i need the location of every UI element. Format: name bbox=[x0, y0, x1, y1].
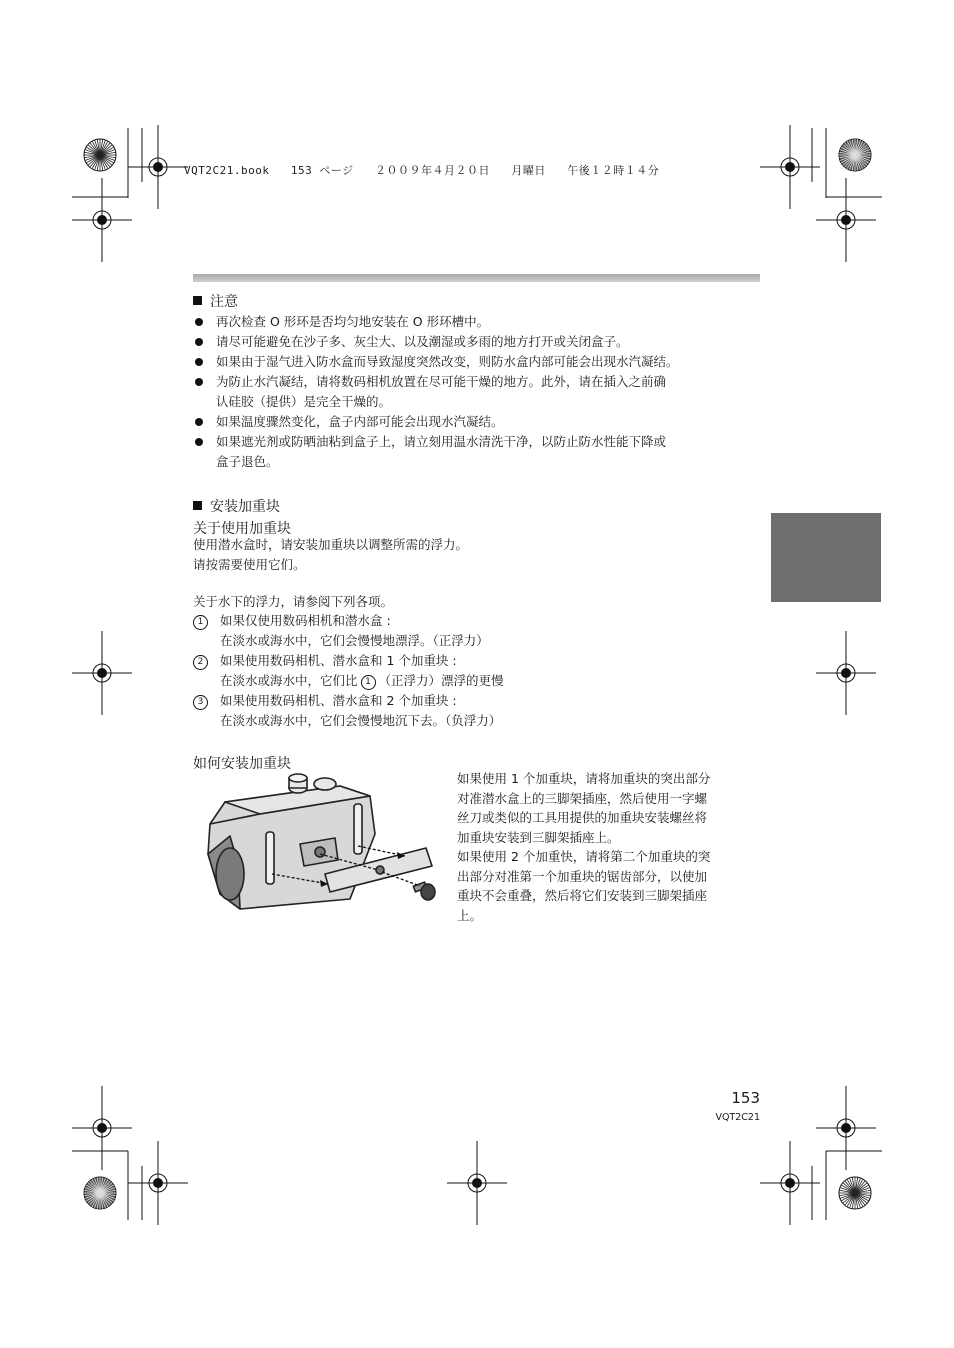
top-rule bbox=[193, 274, 760, 282]
case-1-result: 在淡水或海水中，它们会慢慢地漂浮。（正浮力） bbox=[220, 633, 489, 648]
how-to-install-title: 如何安装加重块 bbox=[193, 756, 291, 772]
doc-code: VQT2C21 bbox=[715, 1112, 760, 1123]
circled-number: 1 bbox=[193, 615, 208, 630]
list-item: 如果由于湿气进入防水盒而导致湿度突然改变，则防水盒内部可能会出现水汽凝结。 bbox=[193, 352, 763, 372]
case-2-condition: 2 如果使用数码相机、潜水盒和 1 个加重块 : bbox=[193, 651, 457, 671]
list-item: 请尽可能避免在沙子多、灰尘大、以及潮湿或多雨的地方打开或关闭盒子。 bbox=[193, 332, 763, 352]
list-item: 如果遮光剂或防晒油粘到盒子上，请立刻用温水清洗干净，以防止防水性能下降或 盒子退色。 bbox=[193, 432, 763, 472]
case-3-condition: 3 如果使用数码相机、潜水盒和 2 个加重块 : bbox=[193, 691, 457, 711]
caution-list bbox=[193, 312, 763, 472]
circled-number: 2 bbox=[193, 655, 208, 670]
crosshair-mark bbox=[128, 1141, 188, 1225]
case-3-result: 在淡水或海水中，它们会慢慢地沉下去。（负浮力） bbox=[220, 713, 502, 728]
weights-heading bbox=[193, 496, 280, 516]
circled-number: 3 bbox=[193, 695, 208, 710]
crosshair-mark bbox=[72, 631, 132, 715]
crosshair-mark bbox=[816, 631, 876, 715]
buoyancy-intro: 关于水下的浮力，请参阅下列各项。 bbox=[193, 594, 394, 609]
header-date: ２００９年４月２０日 bbox=[375, 164, 491, 177]
page-number: 153 bbox=[731, 1089, 760, 1107]
header-time: 午後１２時１４分 bbox=[567, 164, 660, 177]
about-line-2: 请按需要使用它们。 bbox=[193, 557, 306, 572]
about-weights-title: 关于使用加重块 bbox=[193, 521, 291, 537]
caution-heading bbox=[193, 291, 238, 311]
weight-install-illustration bbox=[200, 774, 440, 914]
crosshair-mark bbox=[816, 178, 876, 262]
circled-number: 1 bbox=[361, 675, 376, 690]
crosshair-mark bbox=[72, 1086, 132, 1170]
bullet-icon bbox=[195, 318, 203, 326]
registration-wheel bbox=[84, 139, 116, 171]
side-tab bbox=[771, 513, 881, 602]
bullet-icon bbox=[195, 338, 203, 346]
install-instructions: 如果使用 1 个加重块，请将加重块的突出部分 对准潜水盒上的三脚架插座，然后使用一字螺 丝刀或类似的工具用提供的加重块安装螺丝将 加重块安装到三脚架插座上。 如果使用 2 个加重快，请将第二个加重块的突 出部分对准第一个加重块的锯齿部分，以使加 重块不会重叠，然后将它们安装到三脚架插座 上。 bbox=[457, 771, 711, 923]
case-1-condition: 1 如果仅使用数码相机和潜水盒 : bbox=[193, 611, 391, 631]
list-item: 为防止水汽凝结，请将数码相机放置在尽可能干燥的地方。此外，请在插入之前确 认硅胶（提供）是完全干燥的。 bbox=[193, 372, 763, 412]
header-page-label: 153 ページ bbox=[290, 164, 354, 177]
bullet-icon bbox=[195, 418, 203, 426]
bullet-icon bbox=[195, 438, 203, 446]
weights-title: 安装加重块 bbox=[210, 499, 280, 515]
square-bullet-icon bbox=[193, 296, 202, 305]
header-weekday: 月曜日 bbox=[511, 164, 546, 177]
crosshair-mark bbox=[72, 178, 132, 262]
crosshair-mark bbox=[447, 1141, 507, 1225]
registration-wheel bbox=[839, 139, 871, 171]
about-line-1: 使用潜水盒时，请安装加重块以调整所需的浮力。 bbox=[193, 537, 469, 552]
registration-wheel bbox=[839, 1177, 871, 1209]
list-item: 如果温度骤然变化，盒子内部可能会出现水汽凝结。 bbox=[193, 412, 763, 432]
crosshair-mark bbox=[128, 125, 188, 209]
square-bullet-icon bbox=[193, 501, 202, 510]
list-item: 再次检查 O 形环是否均匀地安装在 O 形环槽中。 bbox=[193, 312, 763, 332]
crosshair-mark bbox=[760, 125, 820, 209]
crosshair-mark bbox=[760, 1141, 820, 1225]
bullet-icon bbox=[195, 378, 203, 386]
bullet-icon bbox=[195, 358, 203, 366]
registration-wheel bbox=[84, 1177, 116, 1209]
print-header bbox=[184, 162, 659, 178]
header-book-file: VQT2C21.book bbox=[184, 164, 270, 177]
case-2-result: 在淡水或海水中，它们比 1 （正浮力）漂浮的更慢 bbox=[220, 673, 504, 688]
caution-title: 注意 bbox=[210, 294, 238, 310]
crosshair-mark bbox=[816, 1086, 876, 1170]
